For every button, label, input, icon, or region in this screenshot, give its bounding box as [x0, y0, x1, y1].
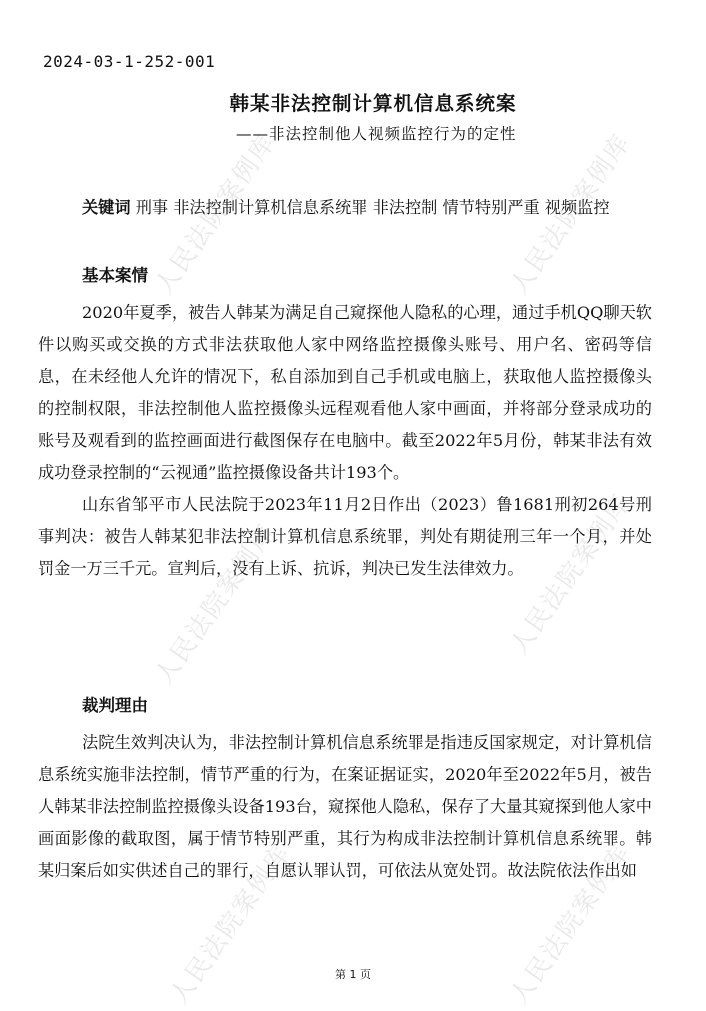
section-heading-reasoning: 裁判理由	[82, 696, 148, 715]
paragraph: 2020年夏季，被告人韩某为满足自己窥探他人隐私的心理，通过手机QQ聊天软件以购买或交换的方式非法获取他人家中网络监控摄像头账号、用户名、密码等信息，在未经他人允许的情况下，私自添加到自己手机或电脑上，获取他人监控摄像头的控制权限，非法控制他人监控摄像头远程观看他人家中画面，并将部分登录成功的账号及观看到的监控画面进行截图保存在电脑中。截至2022年5月份，韩某非法有效成功登录控制的“云视通”监控摄像设备共计193个。	[38, 303, 652, 482]
watermark: 人民法院案例库	[504, 128, 637, 300]
watermark: 人民法院案例库	[149, 518, 282, 690]
keywords-text: 刑事 非法控制计算机信息系统罪 非法控制 情节特别严重 视频监控	[130, 198, 610, 217]
case-number: 2024-03-1-252-001	[43, 52, 216, 71]
keywords-line	[38, 192, 652, 224]
watermark: 人民法院案例库	[504, 838, 637, 1010]
watermark: 人民法院案例库	[164, 838, 297, 1010]
section-heading-basic-facts: 基本案情	[82, 266, 148, 285]
reasoning-body	[38, 727, 652, 887]
paragraph: 法院生效判决认为，非法控制计算机信息系统罪是指违反国家规定，对计算机信息系统实施非法控制，情节严重的行为，在案证据证实，2020年至2022年5月，被告人韩某非法控制监控摄像头设备193台，窥探他人隐私，保存了大量其窥探到他人家中画面影像的截取图，属于情节特别严重，其行为构成非法控制计算机信息系统罪。韩某归案后如实供述自己的罪行，自愿认罪认罚，可依法从宽处罚。故法院依法作出如	[38, 733, 652, 880]
page-number: 第 1 页	[335, 968, 371, 981]
watermark: 人民法院案例库	[149, 128, 282, 300]
document-title: 韩某非法控制计算机信息系统案	[229, 92, 517, 115]
basic-facts-body	[38, 297, 652, 585]
document-subtitle: ——非法控制他人视频监控行为的定性	[236, 125, 517, 143]
watermark: 人民法院案例库	[504, 488, 637, 660]
keywords-label: 关键词	[82, 198, 131, 217]
paragraph: 山东省邹平市人民法院于2023年11月2日作出（2023）鲁1681刑初264号刑事判决：被告人韩某犯非法控制计算机信息系统罪，判处有期徒刑三年一个月，并处罚金一万三千元。宣判后，没有上诉、抗诉，判决已发生法律效力。	[38, 495, 652, 578]
